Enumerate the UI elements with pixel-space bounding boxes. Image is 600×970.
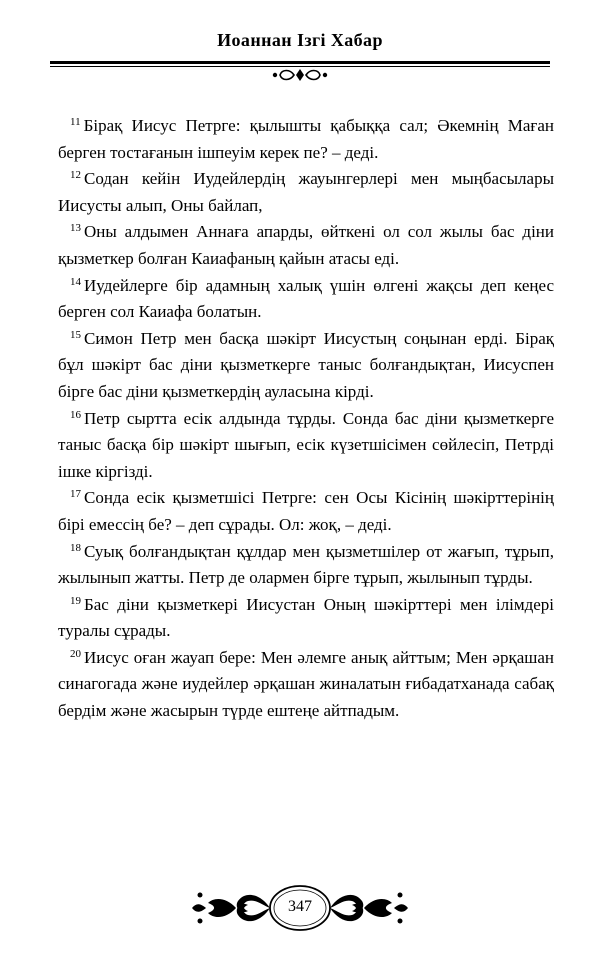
verse-text: Оны алдымен Аннаға апарды, өйткені ол сол жылы бас діни қызметкер болған Каиафаның қайын атасы еді. [58, 222, 554, 268]
verse-number: 17 [70, 488, 81, 501]
verse-20 [58, 645, 554, 725]
verse-text: Сонда есік қызметшісі Петрге: сен Осы Кісінің шәкірттерінің бірі емессің бе? – деп сұрады. Ол: жоқ, – деді. [58, 488, 554, 534]
verse-14 [58, 273, 554, 326]
header-rule-thick [50, 61, 550, 64]
verse-number: 16 [70, 408, 81, 421]
page-number: 347 [288, 898, 312, 915]
verse-11 [58, 113, 554, 166]
verse-12 [58, 166, 554, 219]
verse-text: Бас діни қызметкері Иисустан Оның шәкірттері мен ілімдері туралы сұрады. [58, 594, 554, 641]
verse-text: Иудейлерге бір адамның халық үшін өлгені жақсы деп кеңес берген сол Каиафа болатын. [58, 275, 554, 322]
verse-number: 13 [70, 222, 81, 235]
scripture-text [58, 113, 554, 725]
verse-number: 12 [70, 169, 81, 182]
verse-number: 14 [70, 275, 81, 288]
verse-number: 19 [70, 594, 81, 607]
verse-17 [58, 485, 554, 538]
verse-text: Петр сыртта есік алдында тұрды. Сонда бас діни қызметкерге таныс басқа бір шәкірт шығып, есік күзетшісімен сөйлесіп, Петрді ішке кіргізді. [58, 408, 554, 481]
verse-18 [58, 539, 554, 592]
verse-number: 11 [70, 116, 81, 128]
verse-text: Суық болғандықтан құлдар мен қызметшілер от жағып, тұрып, жылынып жатты. Петр де олармен бірге тұрып, жылынып тұрды. [58, 541, 554, 588]
verse-19 [58, 592, 554, 645]
verse-text: Бірақ Иисус Петрге: қылышты қабыққа сал; Әкемнің Маған берген тостағанын ішпеуім керек пе? – деді. [58, 116, 554, 162]
verse-16 [58, 406, 554, 486]
verse-number: 20 [70, 647, 81, 660]
verse-text: Иисус оған жауап бере: Мен әлемге анық айттым; Мен әрқашан синагогада және иудейлер әрқашан жиналатын ғибадатханада сабақ бердім және жасырын түрде ештеңе айтпадым. [58, 647, 554, 721]
verse-15 [58, 326, 554, 406]
verse-text: Симон Петр мен басқа шәкірт Иисустың соңынан ерді. Бірақ бұл шәкірт бас діни қызметкерге таныс болғандықтан, Иисуспен бірге бас діни қызметкердің ауласына кірді. [58, 328, 554, 401]
verse-number: 15 [70, 328, 81, 341]
verse-number: 18 [70, 541, 81, 554]
verse-13 [58, 219, 554, 272]
verse-text: Содан кейін Иудейлердің жауынгерлері мен мыңбасылары Иисусты алып, Оны байлап, [58, 169, 554, 215]
running-header-title: Иоаннан Ізгі Хабар [217, 30, 383, 50]
header-ornament-icon [270, 67, 330, 83]
